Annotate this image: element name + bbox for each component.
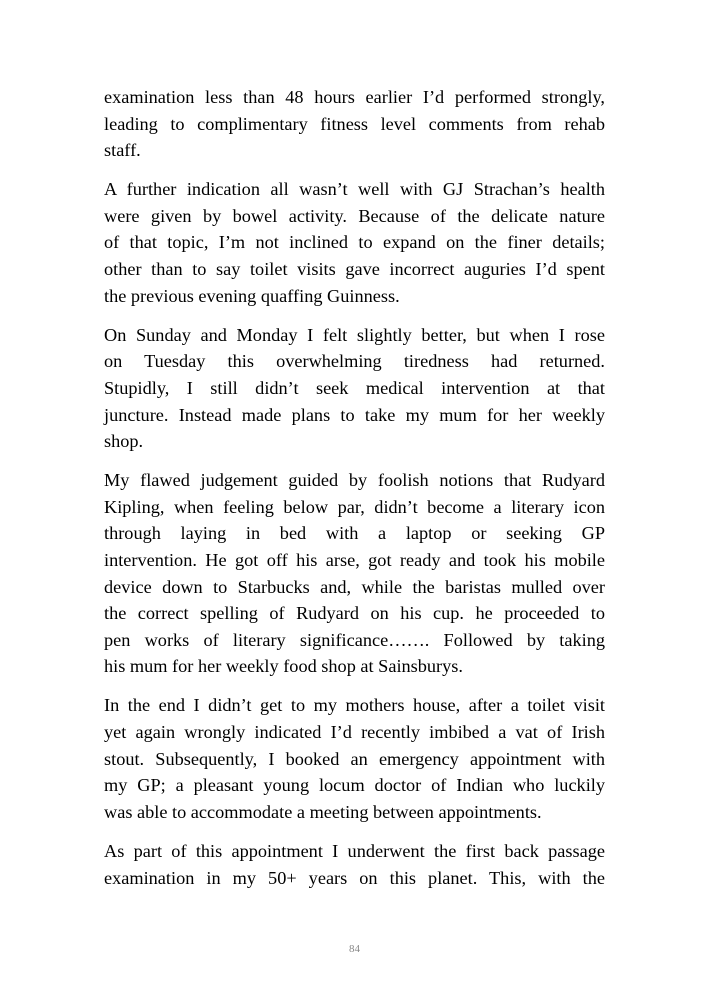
paragraph [104, 84, 605, 164]
text-line: of that topic, I’m not inclined to expand on the finer details; [104, 232, 605, 253]
text-line: stout. Subsequently, I booked an emergency appointment with [104, 748, 605, 769]
text-line: intervention. He got off his arse, got ready and took his mobile [104, 550, 605, 570]
text-line: examination in my 50+ years on this planet. This, with the [104, 867, 605, 888]
text-line: were given by bowel activity. Because of the delicate nature [104, 205, 605, 226]
paragraph [104, 692, 605, 825]
text-line: shop. [104, 431, 144, 452]
text-line: Kipling, when feeling below par, didn’t become a literary icon [104, 496, 605, 517]
paragraph [104, 838, 605, 891]
text-line: A further indication all wasn’t well with GJ Strachan’s health [104, 179, 605, 200]
text-line: examination less than 48 hours earlier I’d performed strongly, [104, 87, 605, 107]
body-text [104, 84, 605, 904]
text-line: on Tuesday this overwhelming tiredness had returned. [104, 351, 605, 372]
text-line: staff. [104, 140, 141, 161]
text-line: pen works of literary significance……. Followed by taking [104, 629, 605, 650]
paragraph [104, 322, 605, 455]
text-line: Stupidly, I still didn’t seek medical intervention at that [104, 377, 605, 398]
paragraph [104, 176, 605, 309]
text-line: device down to Starbucks and, while the baristas mulled over [104, 576, 605, 597]
text-line: yet again wrongly indicated I’d recently imbibed a vat of Irish [104, 722, 605, 743]
text-line: On Sunday and Monday I felt slightly better, but when I rose [104, 324, 605, 345]
text-line: was able to accommodate a meeting between appointments. [104, 801, 542, 822]
text-line: My flawed judgement guided by foolish notions that Rudyard [104, 470, 605, 491]
page-number: 84 [349, 943, 360, 955]
text-line: leading to complimentary fitness level comments from rehab [104, 113, 605, 134]
text-line: the previous evening quaffing Guinness. [104, 285, 400, 306]
text-line: the correct spelling of Rudyard on his cup. he proceeded to [104, 603, 605, 624]
text-line: juncture. Instead made plans to take my mum for her weekly [104, 404, 605, 425]
text-line: As part of this appointment I underwent the first back passage [104, 840, 605, 861]
paragraph [104, 467, 605, 680]
text-line: through laying in bed with a laptop or seeking GP [104, 523, 605, 544]
text-line: In the end I didn’t get to my mothers house, after a toilet visit [104, 695, 605, 716]
text-line: my GP; a pleasant young locum doctor of Indian who luckily [104, 775, 605, 796]
text-line: other than to say toilet visits gave incorrect auguries I’d spent [104, 259, 605, 280]
text-line: his mum for her weekly food shop at Sainsburys. [104, 656, 463, 677]
